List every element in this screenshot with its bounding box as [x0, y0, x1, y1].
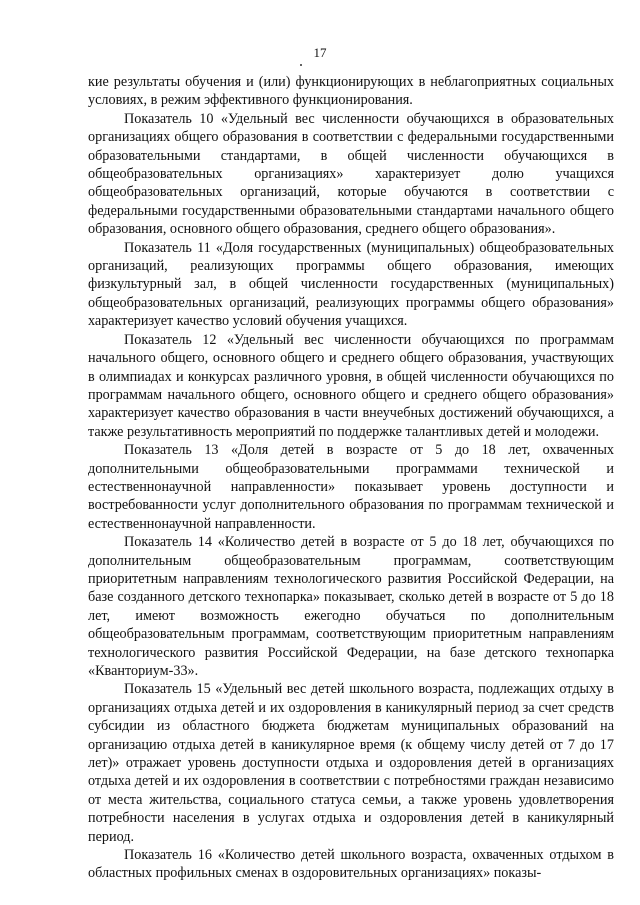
paragraph-indicator-12: Показатель 12 «Удельный вес численности обучающихся по программам начального общего, основного общего и среднего общего образования, участвующих в олимпиадах и конкурсах различного уровня, в общей численности обучающихся по программам начального общего, основного общего и среднего общего образования» характеризует качество образования в части внеучебных достижений обучающихся, а также результативность мероприятий по поддержке талантливых детей и молодежи. [88, 331, 614, 440]
body-text [88, 73, 614, 883]
paragraph-indicator-15: Показатель 15 «Удельный вес детей школьного возраста, подлежащих отдыху в организациях отдыха детей и их оздоровления в каникулярный период за счет средств субсидии из областного бюджета бюджетам муниципальных образований на организацию отдыха детей в каникулярное время (к общему числу детей от 7 до 17 лет)» отражает уровень доступности отдыха и оздоровления детей в организациях отдыха детей и их оздоровления в соответствии с потребностями граждан независимо от места жительства, социального статуса семьи, а также уровень удовлетворения потребности населения в услугах отдыха и оздоровления детей в каникулярный период. [88, 681, 614, 845]
paragraph-indicator-14: Показатель 14 «Количество детей в возрасте от 5 до 18 лет, обучающихся по дополнительным общеобразовательным программам, соответствующим приоритетным направлениям технологического развития Российской Федерации, на базе созданного детского технопарка» показывает, сколько детей в возрасте от 5 до 18 лет, имеют возможность ежегодно обучаться по дополнительным общеобразовательным программам, соответствующим приоритетным направлениям технологического развития Российской Федерации, на базе детского технопарка «Кванториум-33». [88, 534, 614, 679]
paragraph-indicator-11: Показатель 11 «Доля государственных (муниципальных) общеобразовательных организаций, реализующих программы общего образования, имеющих физкультурный зал, в общей численности государственных (муниципальных) общеобразовательных организаций, реализующих программы общего образования» характеризует качество условий обучения учащихся. [88, 239, 614, 330]
paragraph-continuation: кие результаты обучения и (или) функционирующих в неблагоприятных социальных условиях, в режим эффективного функционирования. [88, 74, 614, 109]
page-number: 17 [313, 45, 327, 60]
paragraph-indicator-10: Показатель 10 «Удельный вес численности обучающихся в образовательных организациях общего образования в соответствии с федеральными государственными образовательными стандартами, в общей численности обучающихся в общеобразовательных организациях» характеризует долю учащихся общеобразовательных организаций, которые обучаются в соответствии с федеральными государственными образовательными стандартами начального общего образования, основного общего образования, среднего общего образования». [88, 110, 614, 238]
paragraph-indicator-16: Показатель 16 «Количество детей школьного возраста, охваченных отдыхом в областных профильных сменах в оздоровительных организациях» показы- [88, 847, 614, 882]
scan-speck [300, 64, 302, 66]
paragraph-indicator-13: Показатель 13 «Доля детей в возрасте от 5 до 18 лет, охваченных дополнительными общеобразовательными программами технической и естественнонаучной направленности» показывает уровень доступности и востребованности услуг дополнительного образования по программам технической и естественнонаучной направленности. [88, 442, 614, 532]
